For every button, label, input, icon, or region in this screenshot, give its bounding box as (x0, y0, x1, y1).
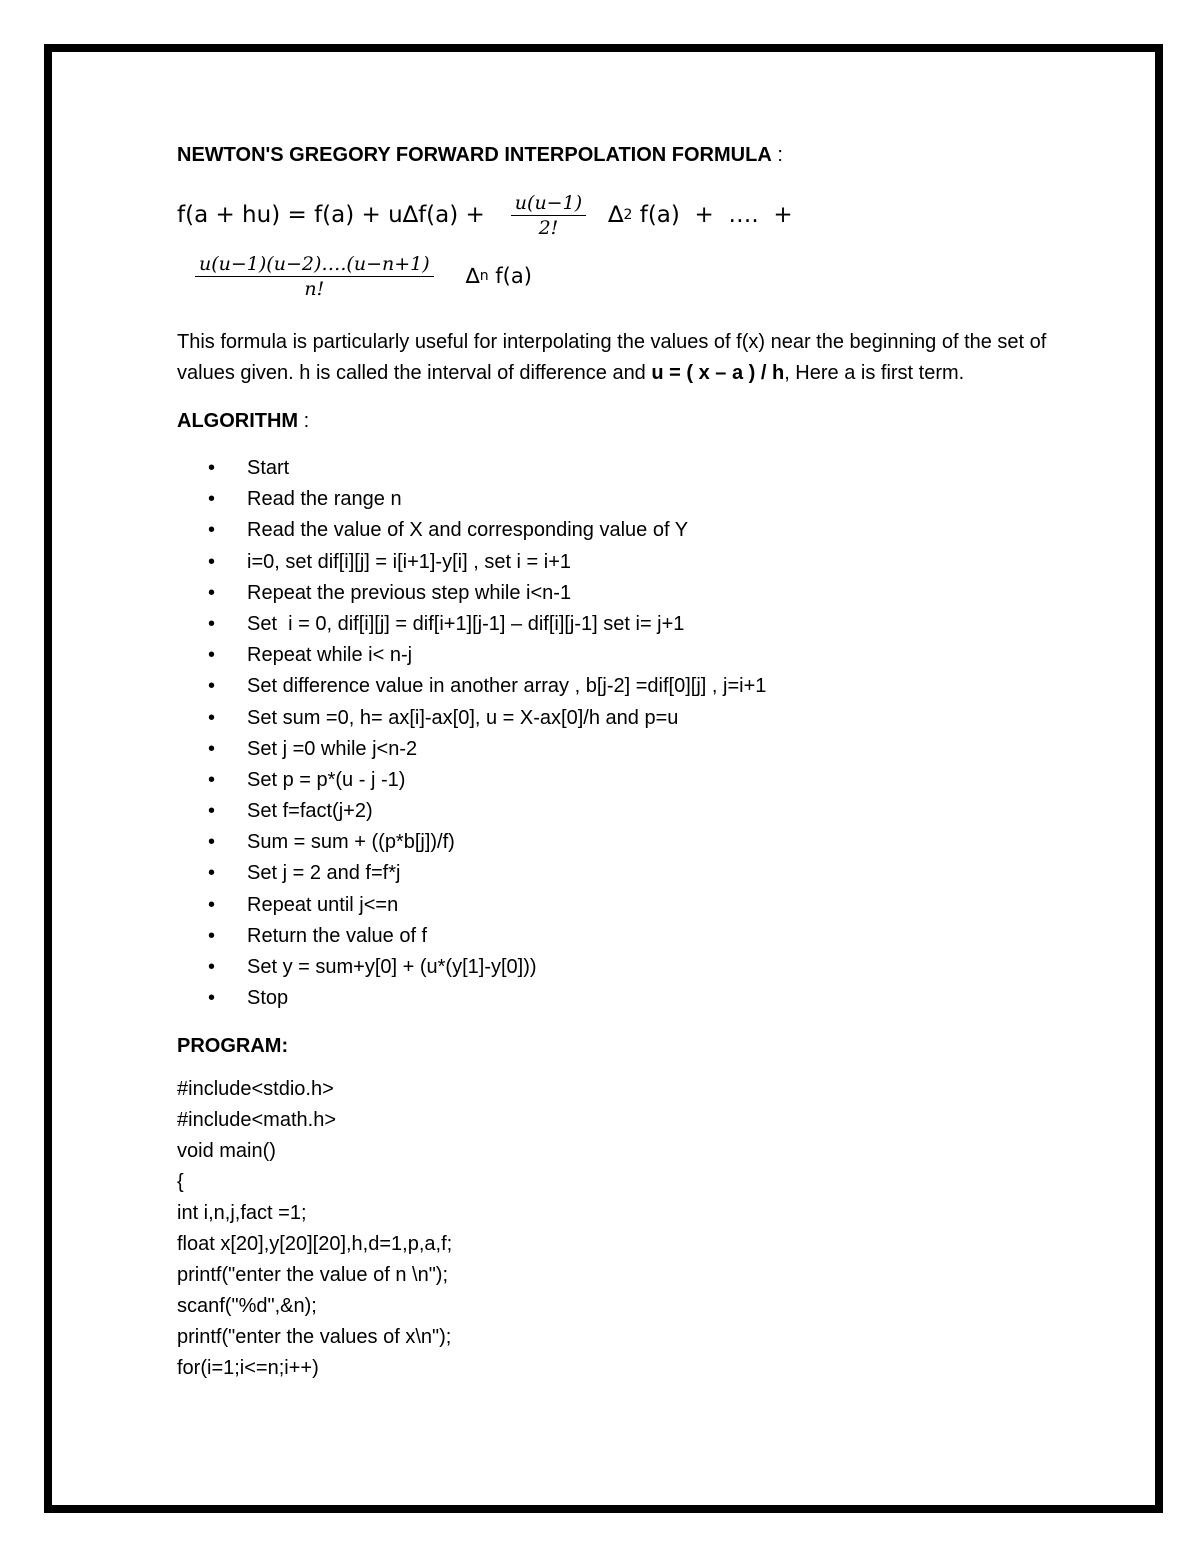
description-paragraph (177, 327, 1057, 389)
step-text: Start (247, 457, 290, 479)
title-text: NEWTON'S GREGORY FORWARD INTERPOLATION FORMULA (177, 144, 772, 166)
step-text: Read the value of X and corresponding value of Y (247, 519, 689, 542)
fraction-denominator: 2! (511, 215, 586, 240)
list-item (177, 952, 1057, 983)
bullet-icon: • (208, 956, 216, 978)
description-text-1: This formula is particularly useful for interpolating the values of f(x) near the beginning of the set of values given. h is called the interval of difference and (177, 331, 1047, 384)
fraction-numerator: u(u−1)(u−2)….(u−n+1) (199, 252, 430, 275)
list-item (177, 453, 1057, 484)
list-item (177, 765, 1057, 796)
list-item (177, 578, 1057, 609)
program-heading: PROGRAM: (177, 1035, 289, 1058)
program-code-block (177, 1074, 1057, 1384)
list-item (177, 921, 1057, 952)
fraction-term-2 (513, 191, 584, 240)
formula-line-1 (177, 189, 1057, 241)
bullet-icon: • (208, 644, 216, 667)
list-item (177, 609, 1057, 640)
step-text: Read the range n (247, 488, 402, 511)
code-line: #include<math.h> (177, 1109, 337, 1132)
code-line: #include<stdio.h> (177, 1078, 334, 1101)
step-text: Sum = sum + ((p*b[j])/f) (247, 831, 455, 854)
delta-squared-tail: f(a) + …. + (632, 201, 793, 228)
delta-n-tail: f(a) (488, 263, 532, 288)
code-line: printf("enter the values of x\n"); (177, 1326, 452, 1349)
list-item (177, 671, 1057, 702)
title-colon: : (771, 144, 783, 166)
delta-squared-power: 2 (623, 206, 633, 223)
bullet-icon: • (208, 706, 216, 729)
list-item (177, 640, 1057, 671)
bullet-icon: • (208, 581, 216, 604)
formula-line-2 (177, 245, 1057, 307)
step-text: Set j =0 while j<n-2 (247, 737, 418, 760)
list-item (177, 734, 1057, 765)
delta-n-power: n (479, 267, 489, 284)
code-line: float x[20],y[20][20],h,d=1,p,a,f; (177, 1233, 453, 1256)
step-text: Set f=fact(j+2) (247, 800, 373, 823)
description-bold-formula: u = ( x – a ) / h (651, 362, 785, 384)
step-text: Repeat the previous step while i<n-1 (247, 581, 572, 604)
delta-squared-symbol: ∆ (608, 201, 624, 228)
step-text: Set j = 2 and f=f*j (247, 862, 401, 885)
algorithm-steps-list (177, 453, 1057, 1014)
bullet-icon: • (208, 831, 216, 854)
code-line: for(i=1;i<=n;i++) (177, 1357, 319, 1380)
code-line: void main() (177, 1140, 276, 1163)
list-item (177, 484, 1057, 515)
step-text: Set i = 0, dif[i][j] = dif[i+1][j-1] – dif[i][j-1] set i= j+1 (247, 612, 685, 635)
algorithm-heading-colon: : (298, 410, 310, 432)
step-text: Repeat until j<=n (247, 893, 399, 916)
code-line: printf("enter the value of n \n"); (177, 1264, 449, 1287)
list-item (177, 890, 1057, 921)
list-item (177, 983, 1057, 1014)
fraction-term-n (197, 252, 432, 301)
bullet-icon: • (208, 519, 216, 542)
delta-n-symbol: ∆ (465, 263, 480, 288)
formula-lhs: f(a + hu) = f(a) + u∆f(a) + (177, 201, 485, 228)
description-text-2: , Here a is first term. (784, 362, 965, 384)
code-line: scanf("%d",&n); (177, 1295, 317, 1318)
document-body (177, 140, 1057, 1384)
bullet-icon: • (208, 457, 216, 479)
step-text: Set y = sum+y[0] + (u*(y[1]-y[0])) (247, 956, 537, 978)
document-title (177, 140, 1057, 171)
bullet-icon: • (208, 675, 216, 698)
step-text: Return the value of f (247, 924, 428, 947)
code-line: int i,n,j,fact =1; (177, 1202, 307, 1225)
bullet-icon: • (208, 737, 216, 760)
code-line: { (177, 1171, 184, 1194)
step-text: Set p = p*(u - j -1) (247, 768, 406, 791)
bullet-icon: • (208, 488, 216, 511)
bullet-icon: • (208, 924, 216, 947)
algorithm-heading (177, 406, 1057, 437)
step-text: Set sum =0, h= ax[i]-ax[0], u = X-ax[0]/h and p=u (247, 706, 679, 729)
step-text: Stop (247, 987, 289, 1010)
bullet-icon: • (208, 800, 216, 823)
bullet-icon: • (208, 612, 216, 635)
bullet-icon: • (208, 768, 216, 791)
bullet-icon: • (208, 987, 216, 1010)
step-text: i=0, set dif[i][j] = i[i+1]-y[i] , set i = i+1 (247, 550, 572, 573)
bullet-icon: • (208, 893, 216, 916)
bullet-icon: • (208, 862, 216, 885)
list-item (177, 796, 1057, 827)
step-text: Set difference value in another array , b[j-2] =dif[0][j] , j=i+1 (247, 675, 767, 698)
list-item (177, 703, 1057, 734)
list-item (177, 858, 1057, 889)
fraction-denominator: n! (195, 276, 434, 301)
step-text: Repeat while i< n-j (247, 644, 413, 667)
list-item (177, 547, 1057, 578)
fraction-numerator: u(u−1) (514, 191, 583, 214)
bullet-icon: • (208, 550, 216, 573)
algorithm-heading-text: ALGORITHM (177, 410, 299, 432)
list-item (177, 515, 1057, 546)
list-item (177, 827, 1057, 858)
